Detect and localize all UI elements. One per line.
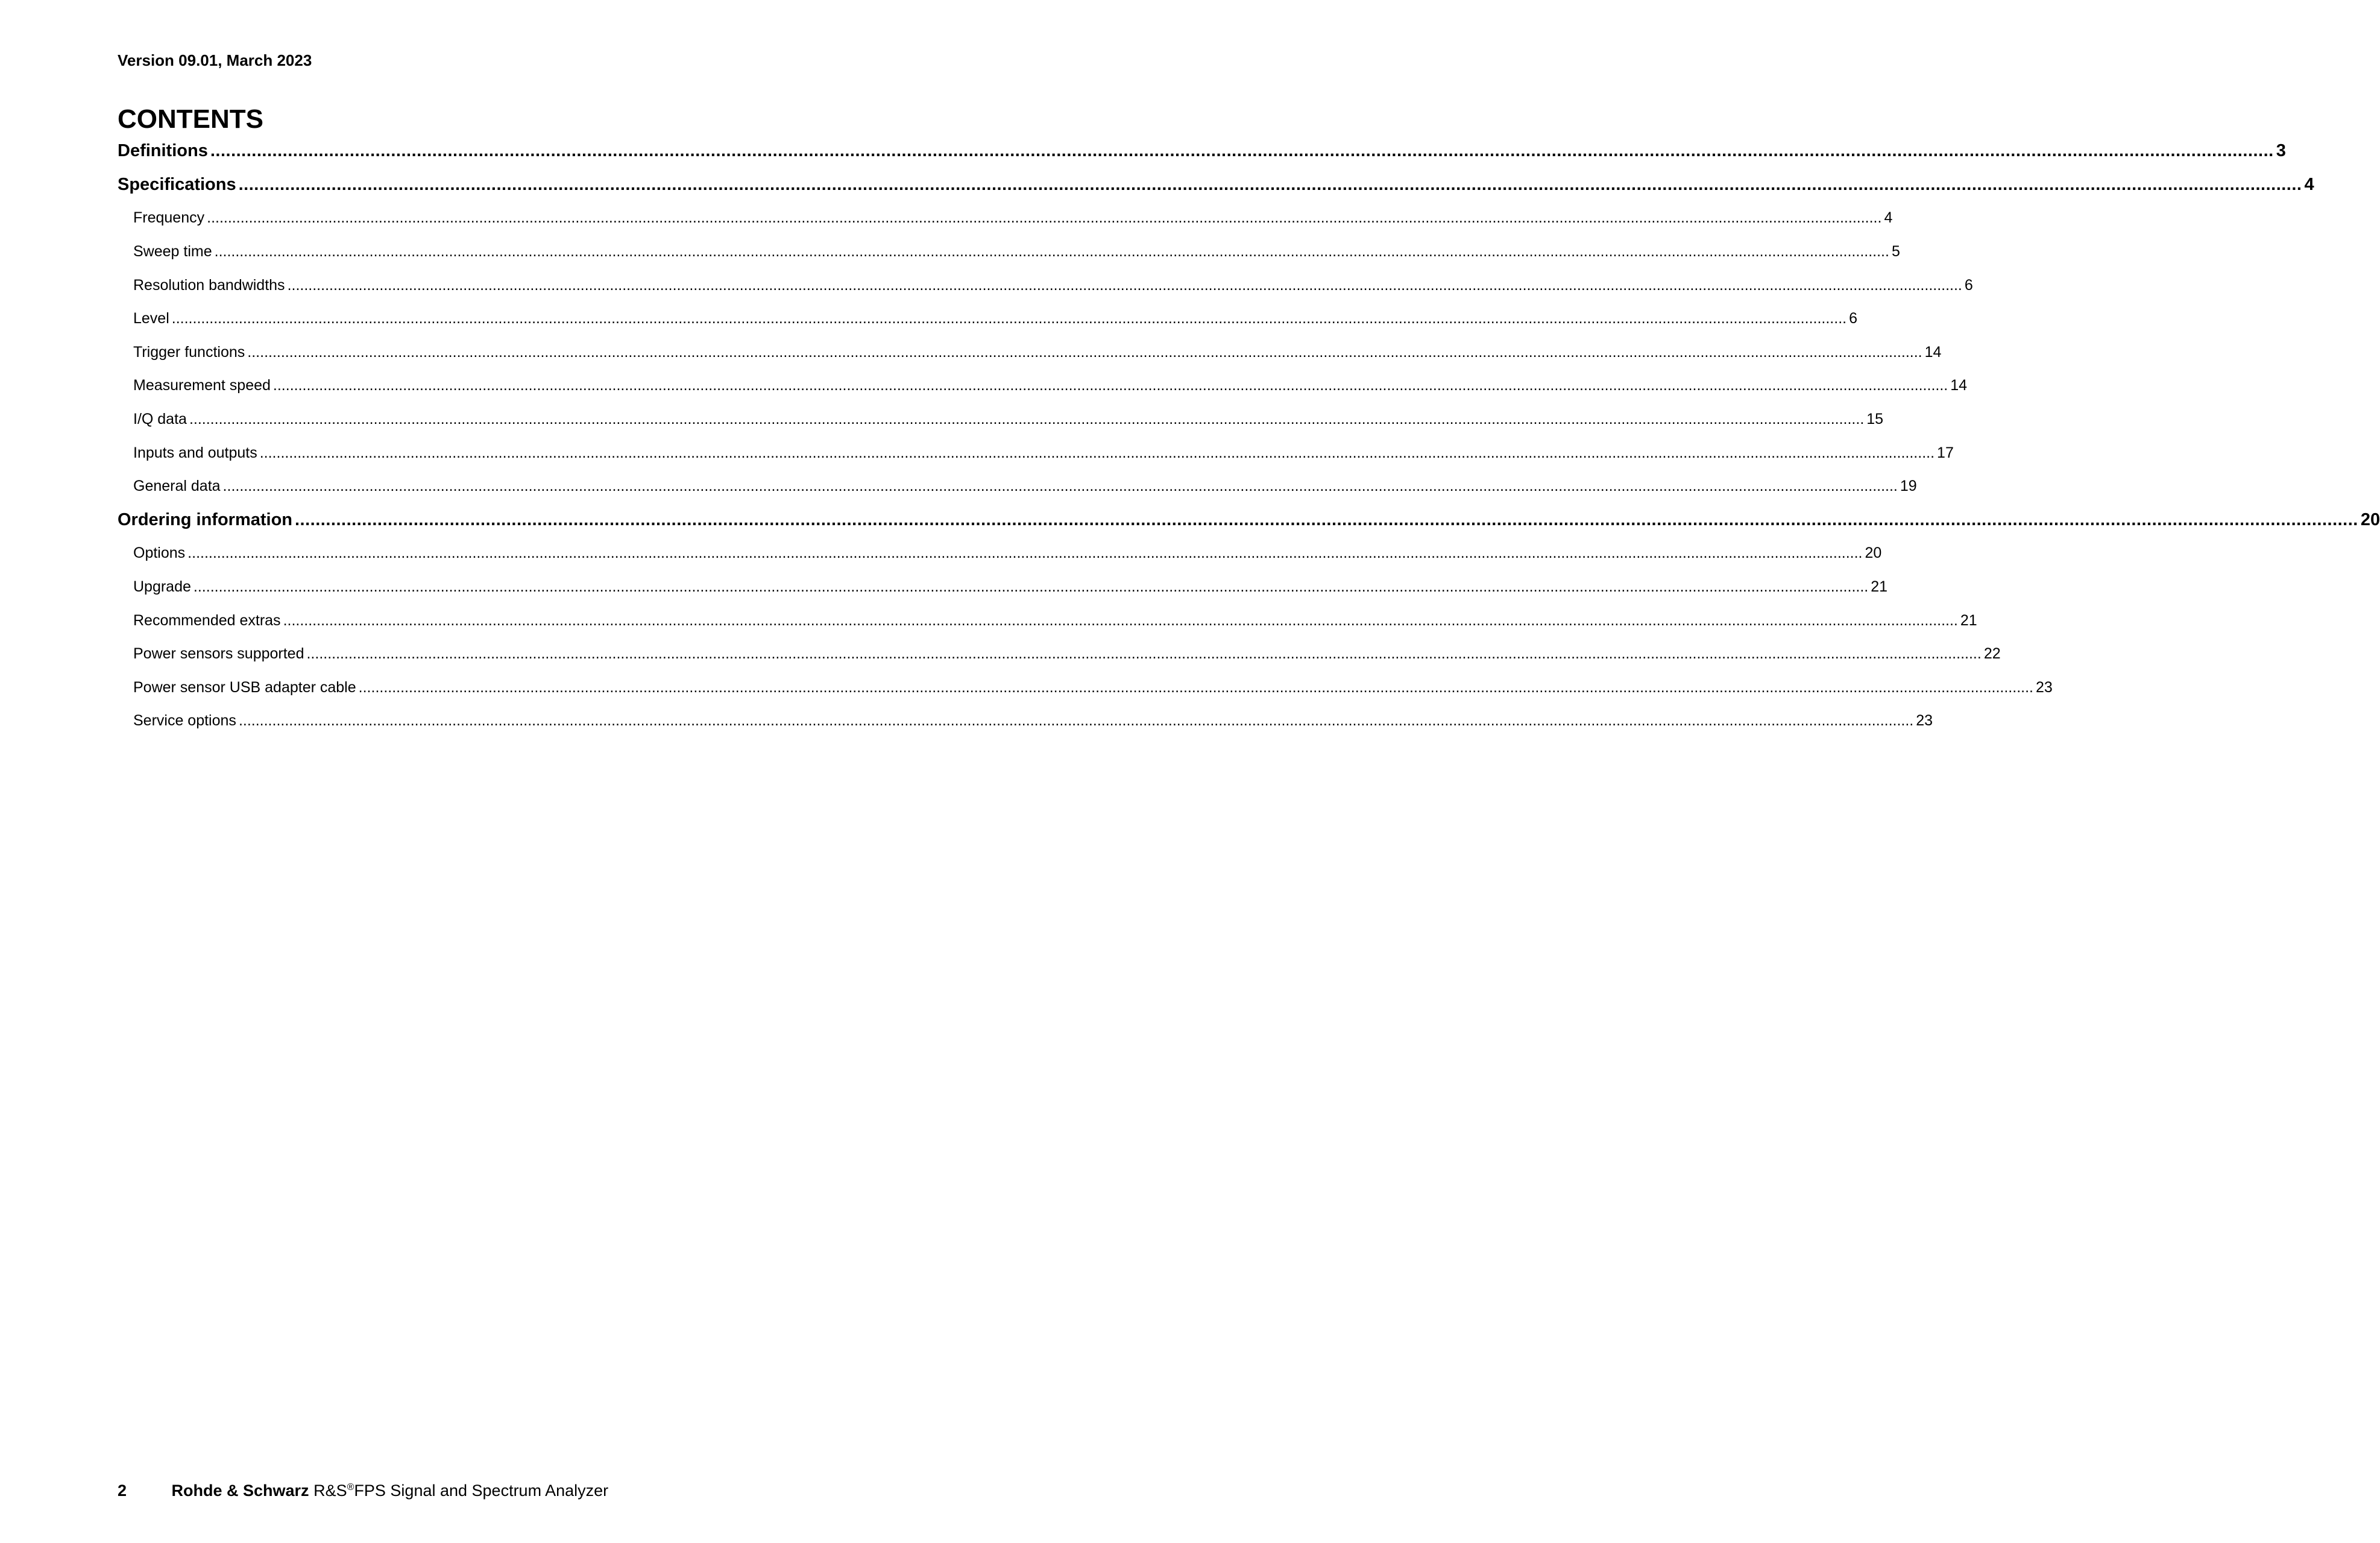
toc-leader-dots: ................................................................................................................................................................................................................................................................................................................................................................................................................ <box>171 310 1847 327</box>
toc-entry-page: 23 <box>2035 678 2053 696</box>
footer-product-prefix: R&S <box>313 1481 347 1500</box>
toc-leader-dots: ................................................................................................................................................................................................................................................................................................................................................................................................................ <box>214 243 1889 260</box>
toc-entry[interactable] <box>118 604 1977 637</box>
toc-leader-dots: ................................................................................................................................................................................................................................................................................................................................................................................................................ <box>272 377 1948 394</box>
toc-leader-dots: ................................................................................................................................................................................................................................................................................................................................................................................................................ <box>259 444 1935 461</box>
contents-heading: CONTENTS <box>118 104 263 134</box>
toc-leader-dots: ................................................................................................................................................................................................................................................................................................................................................................................................................ <box>238 174 2302 194</box>
toc-entry-page: 4 <box>1884 209 1893 227</box>
toc-entry-page: 17 <box>1937 444 1954 461</box>
toc-entry-title: I/Q data <box>133 411 187 428</box>
toc-entry[interactable] <box>118 704 1933 738</box>
toc-leader-dots: ................................................................................................................................................................................................................................................................................................................................................................................................................ <box>207 209 1882 227</box>
toc-entry-page: 14 <box>1950 377 1968 394</box>
toc-entry-page: 22 <box>1983 645 2001 663</box>
toc-entry[interactable] <box>118 369 1968 403</box>
toc-entry-title: Ordering information <box>118 510 292 529</box>
registered-mark: ® <box>347 1482 354 1492</box>
toc-entry-title: Trigger functions <box>133 343 245 361</box>
toc-entry-page: 20 <box>2360 510 2380 529</box>
toc-leader-dots: ................................................................................................................................................................................................................................................................................................................................................................................................................ <box>358 678 2033 696</box>
toc-entry-title: Frequency <box>133 209 205 227</box>
toc-leader-dots: ................................................................................................................................................................................................................................................................................................................................................................................................................ <box>287 276 1962 294</box>
toc-entry-title: Power sensors supported <box>133 645 304 663</box>
toc-entry[interactable] <box>118 403 1884 437</box>
footer-page-number: 2 <box>118 1481 127 1500</box>
toc-entry-page: 20 <box>1865 544 1882 562</box>
toc-leader-dots: ................................................................................................................................................................................................................................................................................................................................................................................................................ <box>283 611 1958 629</box>
toc-leader-dots: ................................................................................................................................................................................................................................................................................................................................................................................................................ <box>238 712 1914 730</box>
toc-entry-title: Specifications <box>118 174 236 194</box>
version-line: Version 09.01, March 2023 <box>118 51 312 69</box>
toc-entry-page: 19 <box>1900 478 1917 495</box>
toc-entry-title: Level <box>133 310 169 327</box>
toc-entry-page: 6 <box>1964 276 1973 294</box>
toc-entry[interactable] <box>118 671 2053 705</box>
toc-entry-title: Inputs and outputs <box>133 444 257 461</box>
toc-entry[interactable] <box>118 537 1882 570</box>
toc-entry-title: Measurement speed <box>133 377 271 394</box>
toc-entry-page: 23 <box>1916 712 1933 730</box>
toc-entry-title: Upgrade <box>133 578 191 596</box>
toc-entry-page: 5 <box>1891 243 1900 260</box>
toc-entry-title: Definitions <box>118 141 208 161</box>
toc-entry[interactable] <box>118 235 1900 269</box>
toc-leader-dots: ................................................................................................................................................................................................................................................................................................................................................................................................................ <box>306 645 1982 663</box>
toc-entry-title: Resolution bandwidths <box>133 276 285 294</box>
toc-entry[interactable] <box>118 134 2286 168</box>
table-of-contents <box>118 134 2380 738</box>
toc-leader-dots: ................................................................................................................................................................................................................................................................................................................................................................................................................ <box>210 141 2274 161</box>
toc-entry-title: General data <box>133 478 221 495</box>
toc-entry[interactable] <box>118 168 2314 202</box>
toc-entry-page: 15 <box>1866 411 1884 428</box>
toc-entry-title: Recommended extras <box>133 611 281 629</box>
toc-leader-dots: ................................................................................................................................................................................................................................................................................................................................................................................................................ <box>247 343 1922 361</box>
toc-entry-page: 21 <box>1871 578 1888 596</box>
toc-leader-dots: ................................................................................................................................................................................................................................................................................................................................................................................................................ <box>222 478 1898 495</box>
footer-product-name: FPS Signal and Spectrum Analyzer <box>354 1481 609 1500</box>
toc-entry[interactable] <box>118 268 1973 302</box>
toc-leader-dots: ................................................................................................................................................................................................................................................................................................................................................................................................................ <box>187 544 1863 562</box>
toc-entry-title: Service options <box>133 712 236 730</box>
toc-entry-page: 21 <box>1960 611 1977 629</box>
toc-entry[interactable] <box>118 470 1917 503</box>
toc-entry[interactable] <box>118 637 2001 671</box>
toc-leader-dots: ................................................................................................................................................................................................................................................................................................................................................................................................................ <box>295 510 2358 529</box>
toc-entry-page: 4 <box>2304 174 2314 194</box>
toc-entry[interactable] <box>118 201 1893 235</box>
toc-leader-dots: ................................................................................................................................................................................................................................................................................................................................................................................................................ <box>193 578 1869 596</box>
toc-entry[interactable] <box>118 336 1942 370</box>
toc-entry-title: Power sensor USB adapter cable <box>133 678 356 696</box>
toc-entry-page: 6 <box>1849 310 1857 327</box>
toc-entry[interactable] <box>118 570 1888 604</box>
toc-entry[interactable] <box>118 302 1857 336</box>
toc-leader-dots: ................................................................................................................................................................................................................................................................................................................................................................................................................ <box>189 411 1865 428</box>
toc-entry[interactable] <box>118 436 1954 470</box>
toc-entry-title: Options <box>133 544 186 562</box>
toc-entry-title: Sweep time <box>133 243 212 260</box>
toc-entry-page: 14 <box>1924 343 1942 361</box>
page-footer <box>118 1477 608 1501</box>
toc-entry-page: 3 <box>2276 141 2286 161</box>
toc-entry[interactable] <box>118 503 2380 537</box>
footer-brand: Rohde & Schwarz <box>171 1481 309 1500</box>
